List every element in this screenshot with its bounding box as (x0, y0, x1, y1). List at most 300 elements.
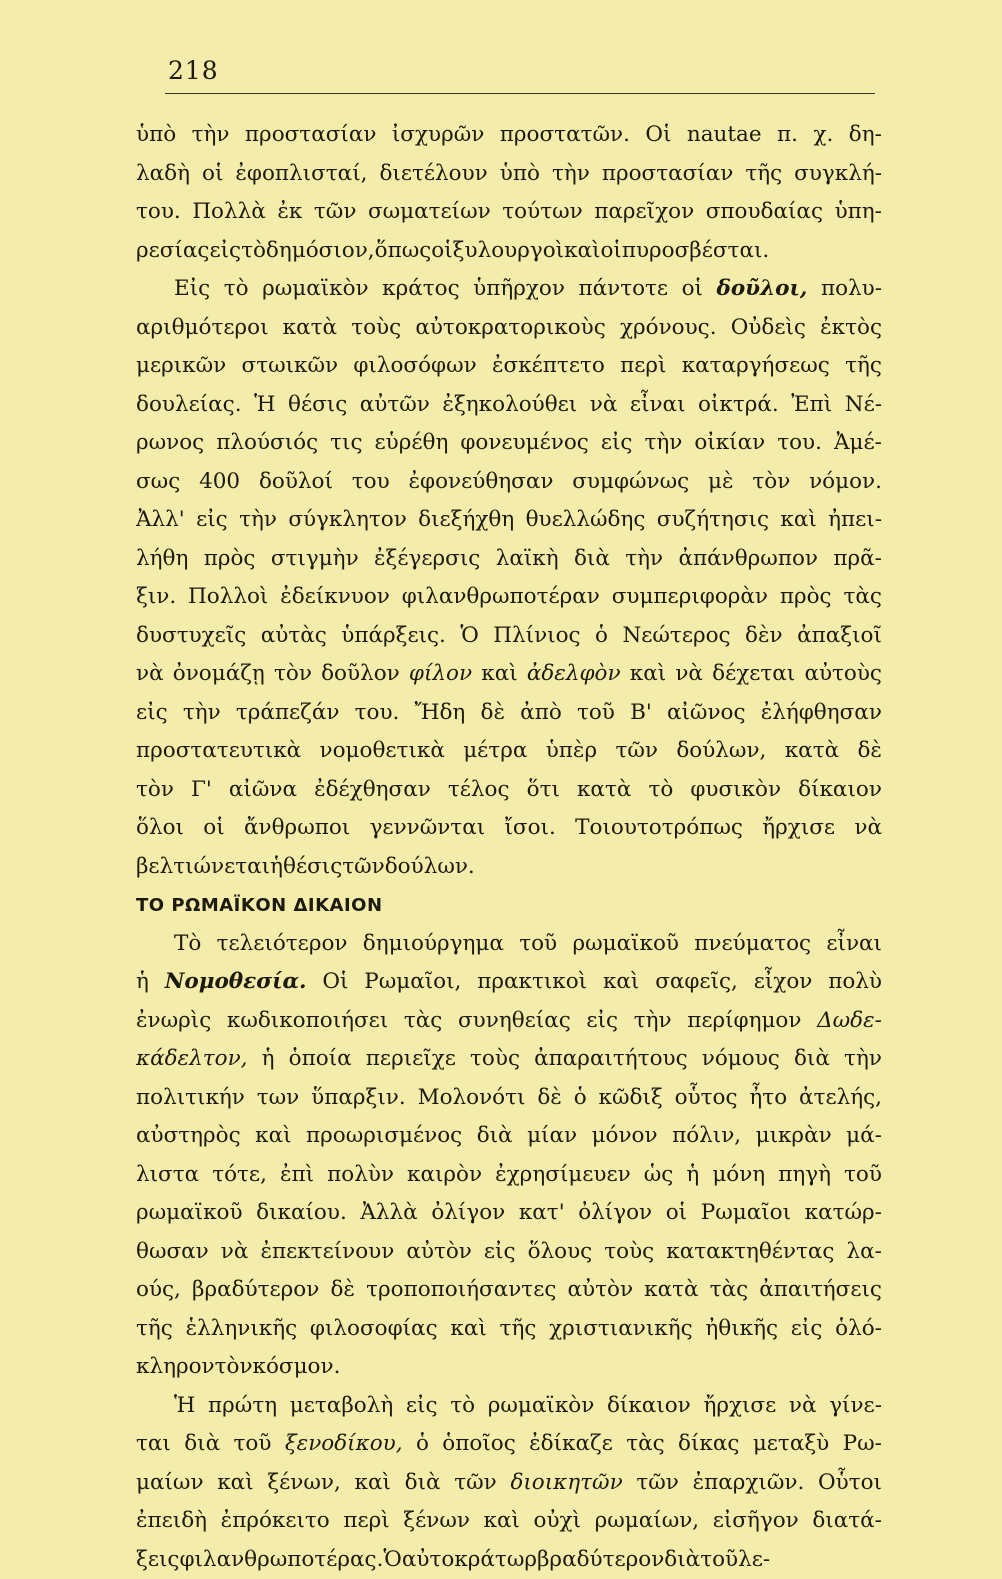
word: του. (777, 424, 822, 463)
word: πυροσβέσται. (622, 232, 769, 271)
word: πόλιν, (672, 1117, 741, 1156)
word: δὲ (481, 694, 505, 733)
word: πολὺν (327, 1156, 394, 1195)
word: τῶν (454, 1464, 497, 1503)
word: Οὗτοι (818, 1464, 882, 1503)
word: οὐχὶ (534, 1502, 581, 1541)
text-line (136, 386, 882, 425)
word: Ἡ (254, 386, 275, 425)
word: τοῦ (519, 925, 557, 964)
word: δημιούργημα (363, 925, 504, 964)
word: ἀπαξιοῖ (797, 617, 882, 656)
word: νόμους (702, 1040, 780, 1079)
word: ἴσοι. (505, 809, 556, 848)
word: στωικῶν (242, 347, 339, 386)
word: τὸν (752, 463, 790, 502)
word: βραδύτερον (537, 1541, 664, 1579)
word: τῆς (845, 347, 882, 386)
word: Ὁ (383, 1541, 401, 1579)
word: φυσικὸν (690, 771, 781, 810)
word: Ἀλλὰ (360, 1194, 417, 1233)
text-line (136, 1079, 882, 1118)
word: τὴν (844, 1040, 882, 1079)
word: παρεῖχον (594, 193, 694, 232)
word: ὑπη- (835, 193, 882, 232)
word: συνηθείας (458, 1002, 571, 1041)
word: κόσμον. (253, 1348, 341, 1387)
word: Εἰς (174, 270, 210, 309)
word: ἐσκέπτετο (492, 347, 605, 386)
word: ξυλουργοὶ (453, 232, 564, 271)
word: ἐπρόκειτο (221, 1502, 330, 1541)
word: ἡ (262, 1040, 275, 1079)
word: τὸ (224, 270, 249, 309)
word: συμπεριφορὰν (612, 578, 768, 617)
word: ὑπάρξεις. (341, 617, 446, 656)
word: Οἱ (322, 963, 348, 1002)
word: Πολλοὶ (188, 578, 268, 617)
word: χριστιανικῆς (549, 1310, 692, 1349)
word: δουλείας. (136, 386, 242, 425)
word: ὑπὸ (500, 155, 540, 194)
word: ἐπεκτείνουν (260, 1233, 394, 1272)
word: δοῦλον (321, 655, 400, 694)
word: ἤρχισε (762, 809, 835, 848)
word: αὐτὸν (568, 1271, 634, 1310)
text-line (136, 1387, 882, 1426)
word: στιγμὴν (271, 540, 359, 579)
word: εἰς (484, 1233, 516, 1272)
word: πηγὴ (778, 1156, 831, 1195)
text-line (136, 1310, 882, 1349)
word: ἡ (136, 963, 149, 1002)
word: ἐνωρὶς (136, 1002, 211, 1041)
text-line (136, 347, 882, 386)
word: εἶναι (826, 925, 882, 964)
word: τελειότερον (217, 925, 348, 964)
word: αὐτοκρατορικοὺς (415, 309, 605, 348)
word: λε- (738, 1541, 770, 1579)
word: κατὰ (283, 309, 337, 348)
word: ὅλους (528, 1233, 593, 1272)
word: τῶν (636, 1464, 679, 1503)
word: τὰς (843, 578, 881, 617)
word: τὴν (625, 540, 663, 579)
word: ὀλίγον (431, 1194, 505, 1233)
text-line (136, 1348, 882, 1387)
word: τὴν (634, 1002, 672, 1041)
word: ὁ (595, 617, 608, 656)
word: τὸ (450, 1387, 475, 1426)
word: προστασίαν (602, 155, 734, 194)
word: ἐλήφθησαν (761, 694, 882, 733)
word: τούτων (502, 193, 582, 232)
word: Β' (630, 694, 652, 733)
word: διοικητῶν (510, 1464, 622, 1503)
word: κατὰ (577, 771, 631, 810)
word: διὰ (405, 1464, 441, 1503)
word: ὁ (574, 1079, 587, 1118)
word: εἰς (209, 232, 241, 271)
word: νὰ (854, 809, 882, 848)
text-line (136, 1233, 882, 1272)
word: χρόνους. (620, 309, 717, 348)
word: κράτος (382, 270, 459, 309)
word: οὗτος (675, 1079, 738, 1118)
word: εὑρέθη (375, 424, 449, 463)
word: διὰ (574, 540, 610, 579)
word: Οἱ (645, 116, 671, 155)
word: εἰς (791, 1310, 823, 1349)
word: Νομοθεσία. (165, 963, 307, 1002)
word: μά- (846, 1117, 882, 1156)
word: τότε, (212, 1156, 267, 1195)
word: Ἐπὶ (791, 386, 832, 425)
word: σύγκλητον (288, 501, 406, 540)
text-line (136, 617, 882, 656)
word: πολυ- (821, 270, 882, 309)
word: οἱ (202, 155, 223, 194)
word: δούλων, (676, 732, 766, 771)
word: λαδὴ (136, 155, 190, 194)
word: δοῦλοί (259, 463, 333, 502)
word: εἰς (196, 501, 228, 540)
word: διετέλουν (379, 155, 487, 194)
word: λιστα (136, 1156, 199, 1195)
word: χ. (813, 116, 833, 155)
word: ὀνομάζῃ (173, 655, 265, 694)
text-line (136, 155, 882, 194)
body-text (136, 116, 882, 1579)
word: τροποποιήσαντες (366, 1271, 556, 1310)
word: καὶ (355, 1464, 391, 1503)
word: ὁποῖος (442, 1425, 515, 1464)
word: δοῦλοι, (717, 270, 808, 309)
word: δίκας (678, 1425, 739, 1464)
word: πρὸς (204, 540, 256, 579)
paragraphs-before-heading (136, 116, 882, 886)
word: τις (330, 424, 362, 463)
word: ἐδείκνυον (280, 578, 390, 617)
word: περίφημον (687, 1002, 801, 1041)
word: δὲν (745, 617, 783, 656)
word: ὑπὸ (136, 116, 176, 155)
word: Ἀμέ- (834, 424, 882, 463)
word: φονευμένος (460, 424, 588, 463)
word: πρακτικοὶ (477, 963, 587, 1002)
word: εἶναι (630, 386, 686, 425)
word: αριθμότεροι (136, 309, 269, 348)
word: μίαν (527, 1117, 577, 1156)
word: εἰς (406, 1387, 438, 1426)
word: δούλων. (385, 848, 475, 887)
word: εἶχον (754, 963, 813, 1002)
word: αἰῶνα (229, 771, 297, 810)
word: δὲ (537, 1079, 561, 1118)
word: οἰκίαν (694, 424, 765, 463)
word: λήθη (136, 540, 188, 579)
text-line (136, 1541, 882, 1579)
word: ὡς (644, 1156, 674, 1195)
word: π. (777, 116, 798, 155)
text-line (136, 1502, 882, 1541)
word: φιλανθρωποτέραν (402, 578, 600, 617)
word: των (257, 1079, 300, 1118)
word: καὶ (484, 1502, 520, 1541)
word: ἀτελής, (799, 1079, 882, 1118)
word: ἐπαρχιῶν. (693, 1464, 805, 1503)
word: ἐξέγερσις (374, 540, 480, 579)
word: νόμον. (809, 463, 882, 502)
word: κατακτηθέντας (666, 1233, 834, 1272)
word: προστατῶν. (500, 116, 630, 155)
text-line (136, 1040, 882, 1079)
word: Τὸ (174, 925, 201, 964)
word: ρεσίας (136, 232, 209, 271)
word: προστασίαν (245, 116, 377, 155)
word: τὴν (239, 501, 277, 540)
word: ούς, (136, 1271, 181, 1310)
word: δὲ (330, 1271, 354, 1310)
word: κληρον (136, 1348, 215, 1387)
word: τὴν (644, 424, 682, 463)
word: θυελλώδης (526, 501, 646, 540)
word: θέσις (283, 848, 342, 887)
word: συζήτησις (657, 501, 769, 540)
text-line (136, 501, 882, 540)
word: ὅτι (527, 771, 560, 810)
word: πρὸς (780, 578, 832, 617)
word: κατὰ (644, 1271, 698, 1310)
word: ξεις (136, 1541, 179, 1579)
word: ἡ (270, 848, 283, 887)
word: τράπεζάν (236, 694, 340, 733)
word: νὰ (789, 1387, 817, 1426)
word: τὰς (710, 1271, 748, 1310)
text-line (136, 925, 882, 964)
word: λαϊκὴ (496, 540, 559, 579)
word: ἐκτὸς (820, 309, 882, 348)
word: ρωνος (136, 424, 204, 463)
word: μόνον (592, 1117, 658, 1156)
word: πνεύματος (694, 925, 811, 964)
word: ἀπὸ (520, 694, 562, 733)
word: αὐτῶν (360, 386, 430, 425)
word: ὁ (416, 1425, 429, 1464)
word: τῆς (500, 1310, 537, 1349)
word: ται (136, 1425, 171, 1464)
word: ξένων (403, 1502, 470, 1541)
word: σωματείων (368, 193, 491, 232)
word: τὴν (552, 155, 590, 194)
word: του. (136, 193, 181, 232)
word: νὰ (221, 1233, 249, 1272)
word: καιρὸν (407, 1156, 482, 1195)
word: μὲ (708, 463, 734, 502)
word: αἰῶνος (667, 694, 746, 733)
word: πολιτικήν (136, 1079, 245, 1118)
word: ὑπῆρχον (473, 270, 565, 309)
text-line (136, 309, 882, 348)
word: κωδικοποιήσει (227, 1002, 388, 1041)
word: Πλίνιος (493, 617, 580, 656)
word: καὶ (630, 655, 666, 694)
text-line (136, 270, 882, 309)
word: οἱ (431, 232, 452, 271)
word: γεννῶνται (370, 809, 486, 848)
word: ἐξηκολούθει (442, 386, 577, 425)
word: μερικῶν (136, 347, 226, 386)
word: εἰς (601, 424, 633, 463)
word: προωρισμένος (306, 1117, 462, 1156)
word: Ρω- (843, 1425, 882, 1464)
word: βραδύτερον (192, 1271, 319, 1310)
word: δυστυχεῖς (136, 617, 246, 656)
word: τὴν (183, 694, 221, 733)
word: λα- (847, 1233, 882, 1272)
word: δη- (849, 116, 882, 155)
paragraph (136, 116, 882, 270)
word: περιεῖχε (366, 1040, 456, 1079)
word: καταργήσεως (682, 347, 830, 386)
text-line (136, 963, 882, 1002)
paragraph (136, 270, 882, 886)
word: αὐστηρὸς (136, 1117, 241, 1156)
word: αὐτοὺς (804, 655, 882, 694)
word: Δωδε- (817, 1002, 882, 1041)
word: ἐχρησίμευεν (495, 1156, 631, 1195)
paragraph (136, 925, 882, 1387)
word: οἱ (203, 809, 224, 848)
word: nautae (687, 116, 762, 155)
word: θωσαν (136, 1233, 209, 1272)
word: ρωμαίων, (595, 1502, 700, 1541)
word: τῶν (342, 848, 385, 887)
word: τὴν (192, 116, 230, 155)
word: ὀλίγον (578, 1194, 652, 1233)
word: Πολλὰ (192, 193, 265, 232)
word: τοῦ (844, 1156, 882, 1195)
word: τὸν (215, 1348, 253, 1387)
word: νὰ (675, 655, 703, 694)
word: ἤρχισε (703, 1387, 776, 1426)
word: θέσις (288, 386, 347, 425)
word: καὶ (780, 501, 816, 540)
word: ἰσχυρῶν (392, 116, 484, 155)
word: πλούσιός (216, 424, 318, 463)
word: ἦτο (749, 1079, 787, 1118)
text-line (136, 1194, 882, 1233)
word: διὰ (477, 1117, 513, 1156)
paragraph (136, 1387, 882, 1579)
word: του (352, 463, 390, 502)
word: δίκαιον (607, 1387, 691, 1426)
word: πάντοτε (578, 270, 668, 309)
word: τοὺς (470, 1040, 520, 1079)
word: μόνη (712, 1156, 765, 1195)
word: οἱ (600, 232, 621, 271)
text-line (136, 463, 882, 502)
word: ρωμαϊκοῦ (136, 1194, 243, 1233)
text-line (136, 809, 882, 848)
text-line (136, 116, 882, 155)
word: ἐδίκαζε (529, 1425, 613, 1464)
word: τοῦ (700, 1541, 738, 1579)
word: ἐπειδὴ (136, 1502, 207, 1541)
word: ἐπὶ (280, 1156, 314, 1195)
word: ἀδελφὸν (527, 655, 621, 694)
text-line (136, 848, 882, 887)
word: ἀπαραιτήτους (534, 1040, 687, 1079)
word: ρωμαϊκὸν (488, 1387, 595, 1426)
word: τὰς (404, 1002, 442, 1041)
word: κατὰ (785, 732, 839, 771)
word: οἱ (682, 270, 703, 309)
word: 400 (199, 463, 240, 502)
word: καὶ (603, 963, 639, 1002)
word: προστατευτικὰ (136, 732, 301, 771)
word: οἱ (666, 1194, 687, 1233)
word: Ὁ (460, 617, 478, 656)
word: νὰ (590, 386, 618, 425)
word: Ρωμαῖοι (701, 1194, 791, 1233)
word: δίκαιον (798, 771, 882, 810)
word: μεταξὺ (753, 1425, 829, 1464)
section-heading: ΤΟ ΡΩΜΑΪΚΟΝ ΔΙΚΑΙΟΝ (136, 886, 882, 925)
word: ὁποία (289, 1040, 352, 1079)
word: δικαίου. (256, 1194, 347, 1233)
word: τὸ (648, 771, 673, 810)
word: ὑπὲρ (546, 732, 597, 771)
word: Γ' (191, 771, 212, 810)
text-line (136, 694, 882, 733)
word: μαίων (136, 1464, 204, 1503)
word: περὶ (620, 347, 666, 386)
word: Νέ- (845, 386, 882, 425)
text-line (136, 1156, 882, 1195)
word: κῶδιξ (599, 1079, 663, 1118)
text-line (136, 732, 882, 771)
word: διὰ (794, 1040, 830, 1079)
word: τοὺς (351, 309, 401, 348)
word: Νεώτερος (622, 617, 730, 656)
word: εἰς (136, 694, 168, 733)
word: ξένων, (267, 1464, 341, 1503)
word: διεξήχθη (418, 501, 514, 540)
word: τῆς (745, 155, 782, 194)
word: ἐφοπλισταί, (235, 155, 367, 194)
word: καὶ (481, 655, 517, 694)
word: καὶ (564, 232, 600, 271)
word: ἀπάνθρωπον (678, 540, 818, 579)
word: ἠθικῆς (705, 1310, 778, 1349)
word: κατώρ- (805, 1194, 882, 1233)
word: σως (136, 463, 180, 502)
word: ὅπως (375, 232, 432, 271)
word: ἐδέχθησαν (314, 771, 431, 810)
word: τῶν (314, 193, 357, 232)
word: τῆς (136, 1310, 173, 1349)
word: ρωμαϊκοῦ (572, 925, 679, 964)
word: τέλος (448, 771, 510, 810)
word: Ἀλλ' (136, 501, 185, 540)
word: τοῦ (577, 694, 615, 733)
word: διὰ (664, 1541, 700, 1579)
word: καὶ (450, 1310, 486, 1349)
word: διὰ (184, 1425, 220, 1464)
word: ρωμαϊκὸν (262, 270, 369, 309)
word: καὶ (217, 1464, 253, 1503)
